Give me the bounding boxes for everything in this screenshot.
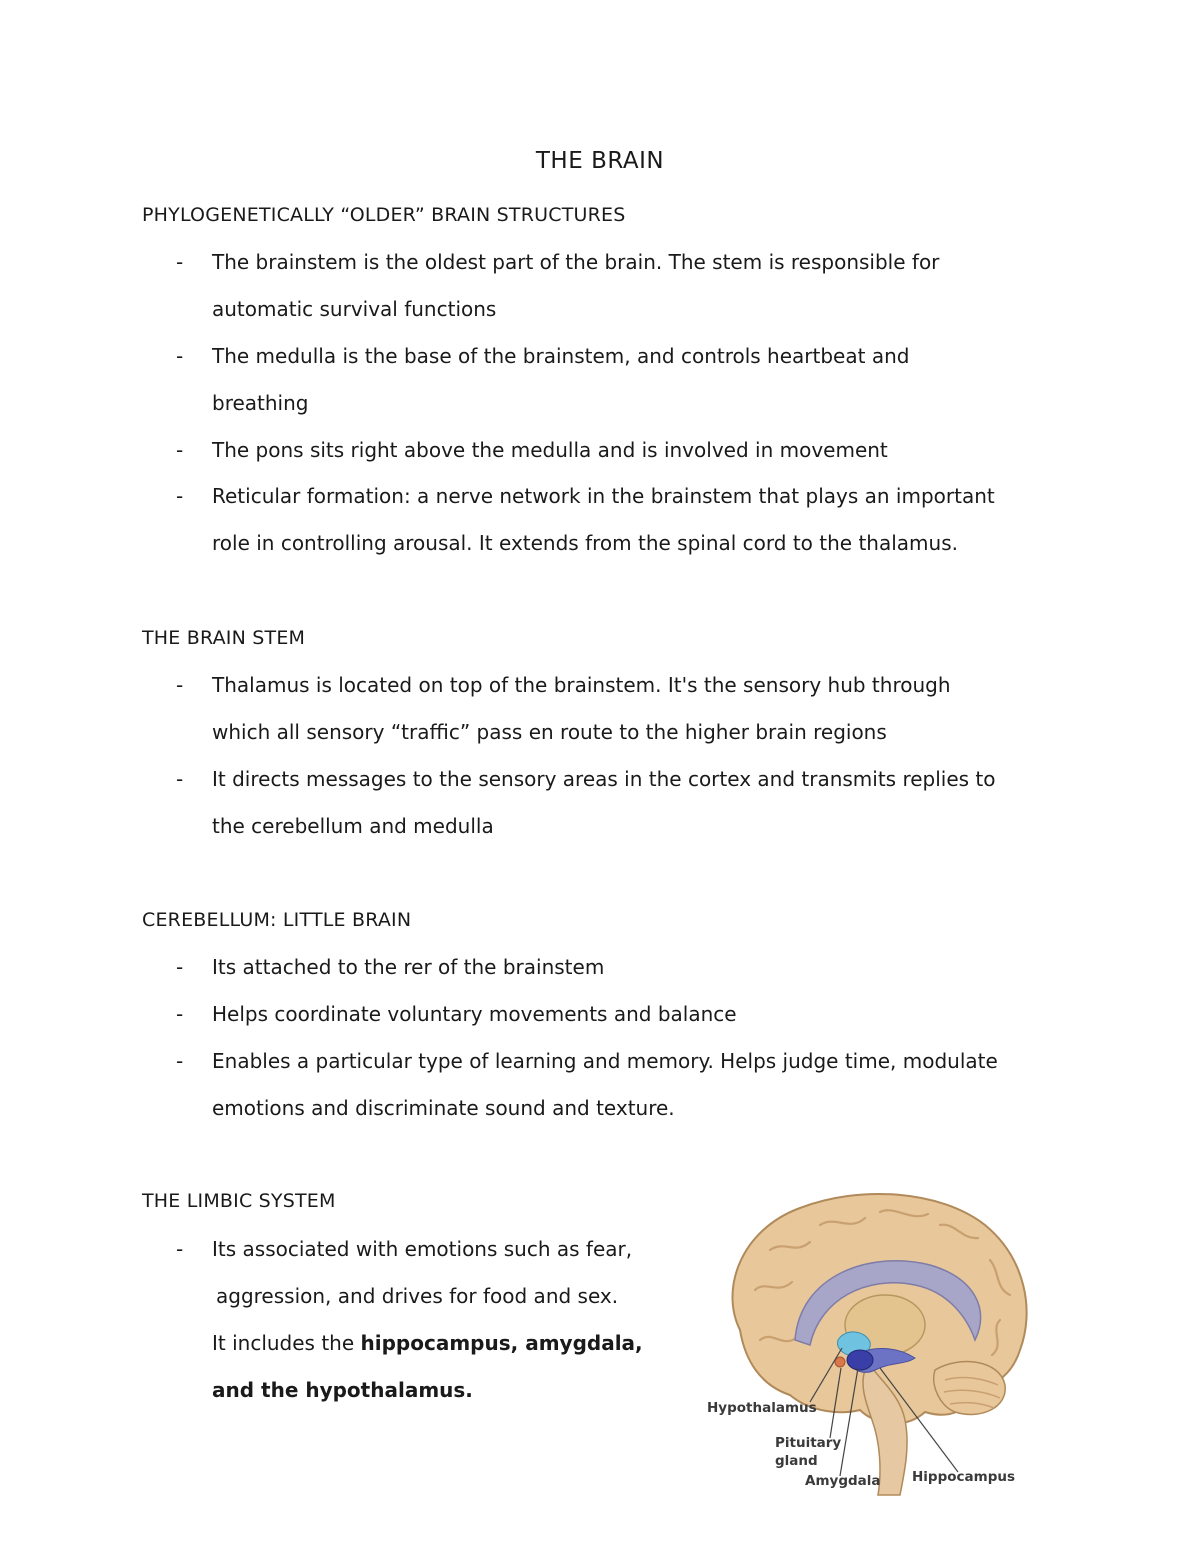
brain-illustration [700,1180,1040,1500]
list-item-text: role in controlling arousal. It extends from the spinal cord to the thalamus. [212,531,958,555]
label-hippocampus: Hippocampus [912,1469,1016,1485]
list-item-text: It directs messages to the sensory areas in the cortex and transmits replies to [212,767,996,791]
list-item-text: The pons sits right above the medulla and is involved in movement [212,438,888,462]
list-item-text: Enables a particular type of learning and memory. Helps judge time, modulate [212,1049,998,1073]
list-item-text: emotions and discriminate sound and texture. [212,1096,675,1120]
bullet-dash: - [176,250,184,274]
list-item-text-bold: hippocampus, amygdala, [360,1331,643,1355]
brain-diagram [700,1180,1040,1500]
bullet-dash: - [176,1049,184,1073]
bullet-dash: - [176,484,184,508]
label-amygdala: Amygdala [805,1473,881,1489]
list-item-text: which all sensory “traffic” pass en route to the higher brain regions [212,720,887,744]
bullet-dash: - [176,438,184,462]
label-pituitary-line1: Pituitary [775,1435,842,1451]
amygdala [847,1350,873,1370]
label-hypothalamus: Hypothalamus [707,1400,817,1416]
page-title: THE BRAIN [535,148,665,174]
section-heading-brain-stem: THE BRAIN STEM [142,627,306,649]
bullet-dash: - [176,673,184,697]
label-pituitary-line2: gland [775,1453,818,1469]
bullet-dash: - [176,1237,184,1261]
list-item-text: The brainstem is the oldest part of the brain. The stem is responsible for [212,250,940,274]
pituitary-gland [835,1357,845,1367]
bullet-dash: - [176,955,184,979]
list-item-text-bold: and the hypothalamus. [212,1378,473,1402]
list-item-text: Its associated with emotions such as fear, [212,1237,633,1261]
list-item-text: automatic survival functions [212,297,497,321]
section-heading-limbic-system: THE LIMBIC SYSTEM [142,1190,336,1212]
section-heading-cerebellum: CEREBELLUM: LITTLE BRAIN [142,909,412,931]
list-item-text: aggression, and drives for food and sex. [216,1284,619,1308]
list-item-text: The medulla is the base of the brainstem, and controls heartbeat and [212,344,910,368]
bullet-dash: - [176,767,184,791]
bullet-dash: - [176,1002,184,1026]
list-item-text: Helps coordinate voluntary movements and balance [212,1002,737,1026]
bullet-dash: - [176,344,184,368]
list-item-text: Its attached to the rer of the brainstem [212,955,605,979]
section-heading-older-structures: PHYLOGENETICALLY “OLDER” BRAIN STRUCTURES [142,204,626,226]
list-item-text-plain: It includes the [212,1331,361,1355]
list-item-text: Reticular formation: a nerve network in the brainstem that plays an important [212,484,995,508]
list-item-text [212,1331,643,1355]
list-item-text: Thalamus is located on top of the brainstem. It's the sensory hub through [212,673,951,697]
list-item-text: the cerebellum and medulla [212,814,494,838]
list-item-text: breathing [212,391,309,415]
list-item-text [212,1378,473,1402]
